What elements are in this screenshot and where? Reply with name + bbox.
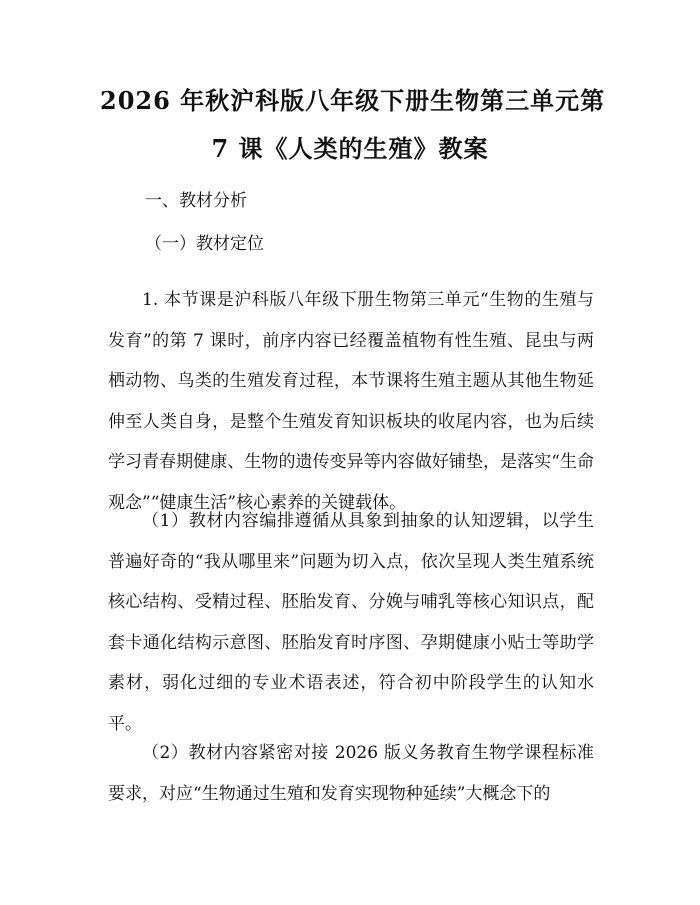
- paragraph: （2）教材内容紧密对接 2026 版义务教育生物学课程标准要求，对应“生物通过生殖和发育实现物种延续”大概念下的: [108, 743, 594, 804]
- document-title-line-2: 7 课《人类的生殖》教案: [211, 134, 489, 163]
- paragraph: （1）教材内容编排遵循从具象到抽象的认知逻辑，以学生普遍好奇的“我从哪里来”问题为切入点，依次呈现人类生殖系统核心结构、受精过程、胚胎发育、分娩与哺乳等核心知识点，配套卡通化结构示意图、胚胎发育时序图、孕期健康小贴士等助学素材，弱化过细的专业术语表述，符合初中阶段学生的认知水平。: [108, 511, 594, 734]
- subsection-heading: （一）教材定位: [145, 234, 264, 254]
- paragraph: 1. 本节课是沪科版八年级下册生物第三单元“生物的生殖与发育”的第 7 课时，前序内容已经覆盖植物有性生殖、昆虫与两栖动物、鸟类的生殖发育过程，本节课将生殖主题从其他生物延伸至人类自身，是整个生殖发育知识板块的收尾内容，也为后续学习青春期健康、生物的遗传变异等内容做好铺垫，是落实“生命观念”“健康生活”核心素养的关键载体。: [108, 290, 594, 513]
- section-heading: 一、教材分析: [145, 191, 247, 211]
- document-title-line-1: 2026 年秋沪科版八年级下册生物第三单元第: [100, 86, 606, 115]
